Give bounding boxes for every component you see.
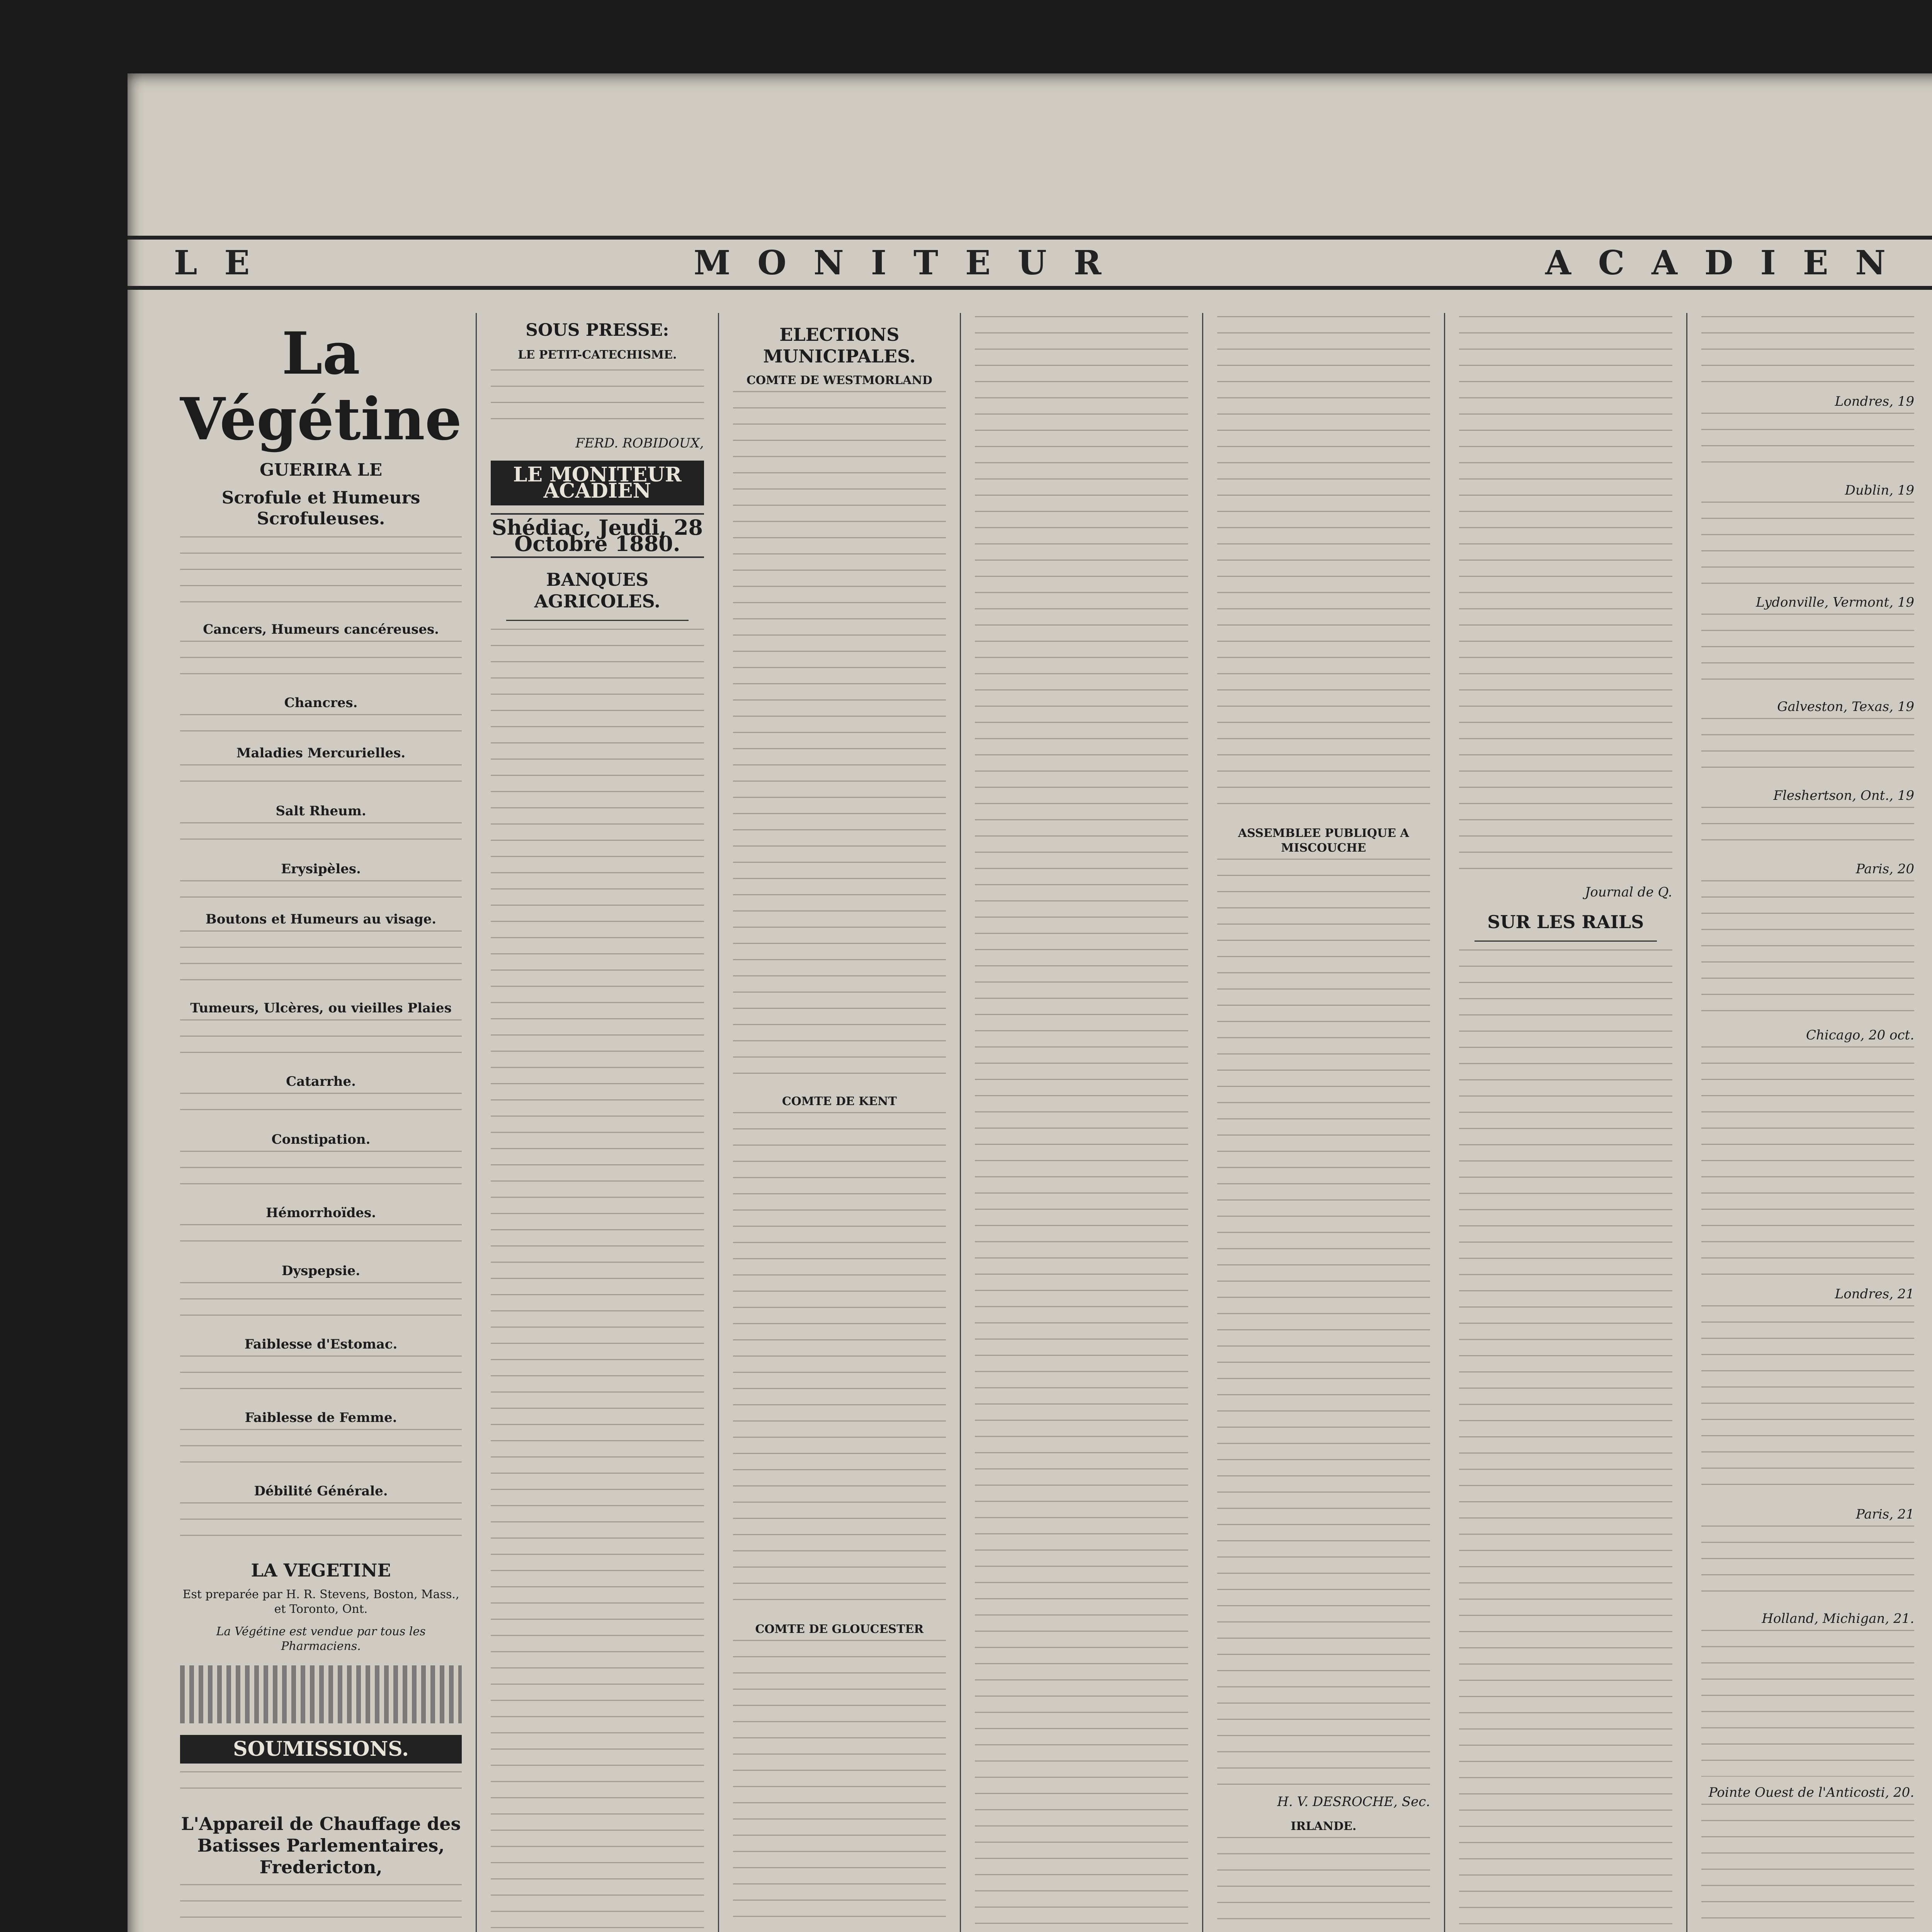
text-block	[180, 1282, 462, 1328]
dispatch-city: Holland, Michigan, 21.	[1762, 1611, 1915, 1626]
text-block	[1217, 1837, 1430, 1932]
dispatch-city: Paris, 21	[1855, 1507, 1915, 1522]
catechisme-title: LE PETIT-CATECHISME.	[518, 348, 677, 362]
text-block	[1701, 880, 1914, 1019]
vegetine-heading: Salt Rheum.	[276, 803, 366, 819]
text-block	[1701, 614, 1914, 691]
text-block	[1459, 949, 1672, 1932]
text-block	[491, 369, 704, 427]
vegetine-heading: Tumeurs, Ulcères, ou vieilles Plaies	[190, 1000, 452, 1016]
text-block	[180, 714, 462, 737]
vegetine-heading: Débilité Générale.	[254, 1483, 388, 1499]
vegetine-heading: Constipation.	[271, 1132, 371, 1147]
dispatch-city: Galveston, Texas, 19	[1777, 699, 1915, 714]
vegetine-heading: Catarrhe.	[286, 1074, 356, 1089]
text-block	[180, 536, 462, 614]
text-block	[1459, 316, 1672, 876]
text-block	[491, 629, 704, 1932]
masthead-center: MONITEUR	[694, 243, 1129, 282]
publisher-name: FERD. ROBIDOUX,	[575, 435, 704, 451]
westmorland-subtitle: COMTE DE WESTMORLAND	[746, 374, 932, 387]
vegetine-prepared: Est preparée par H. R. Stevens, Boston, Mass., et Toronto, Ont.	[182, 1588, 459, 1616]
text-block	[1701, 1630, 1914, 1777]
vegetine-heading: Maladies Mercurielles.	[236, 745, 406, 761]
column-3	[719, 313, 961, 1932]
text-block	[1701, 1046, 1914, 1278]
text-block	[180, 1429, 462, 1475]
dispatch-city: Chicago, 20 oct.	[1806, 1027, 1915, 1043]
text-block	[975, 316, 1188, 1932]
text-block	[1701, 1804, 1914, 1932]
column-4	[961, 313, 1203, 1932]
column-1	[166, 313, 477, 1932]
text-block	[180, 1093, 462, 1124]
text-block	[180, 822, 462, 853]
text-block	[1701, 413, 1914, 474]
column-7	[1687, 313, 1928, 1932]
text-block	[1701, 316, 1914, 386]
article-title-banques: BANQUES AGRICOLES.	[534, 569, 661, 612]
issue-dateline: Shédiac, Jeudi, 28 Octobre 1880.	[491, 513, 704, 558]
article-columns	[166, 313, 1928, 1932]
text-block	[180, 764, 462, 795]
text-block	[1701, 1526, 1914, 1603]
vegetine-title: La Végétine	[180, 320, 462, 453]
text-block	[180, 1502, 462, 1549]
text-block	[180, 1019, 462, 1066]
text-block	[1217, 316, 1430, 818]
kent-subtitle: COMTE DE KENT	[782, 1095, 897, 1108]
text-block	[180, 1771, 462, 1802]
text-block	[180, 1151, 462, 1197]
vegetine-heading: Faiblesse de Femme.	[245, 1410, 397, 1425]
dispatch-city: Dublin, 19	[1845, 483, 1915, 498]
text-block	[180, 930, 462, 992]
text-block	[733, 391, 946, 1087]
assemblee-signature: H. V. DESROCHE, Sec.	[1277, 1794, 1430, 1810]
text-block	[1701, 1305, 1914, 1498]
soumissions-heading: SOUMISSIONS.	[180, 1735, 462, 1764]
text-block	[1701, 718, 1914, 780]
column-6	[1445, 313, 1687, 1932]
dispatch-city: Londres, 21	[1835, 1286, 1915, 1302]
vegetine-tagline: Scrofule et Humeurs Scrofuleuses.	[221, 488, 420, 529]
text-block	[180, 880, 462, 903]
assemblee-subtitle: ASSEMBLEE PUBLIQUE A MISCOUCHE	[1238, 827, 1409, 855]
paper-banner: LE MONITEUR ACADIEN	[491, 461, 704, 505]
text-block	[1701, 807, 1914, 853]
text-block	[180, 641, 462, 687]
gloucester-subtitle: COMTE DE GLOUCESTER	[755, 1622, 924, 1636]
dispatch-city: Pointe Ouest de l'Anticosti, 20.	[1708, 1785, 1915, 1800]
vegetine-heading: Faiblesse d'Estomac.	[244, 1337, 398, 1352]
rails-title: SUR LES RAILS	[1487, 912, 1644, 932]
vegetine-heading: Chancres.	[284, 695, 358, 711]
dispatch-city: Fleshertson, Ont., 19	[1773, 788, 1915, 803]
column-2	[477, 313, 719, 1932]
irlande-subtitle: IRLANDE.	[1291, 1820, 1357, 1833]
text-block	[1217, 859, 1430, 1786]
text-block	[180, 1355, 462, 1402]
vegetine-sold: La Végétine est vendue par tous les Pharmaciens.	[216, 1625, 426, 1653]
soumissions-subheading: L'Appareil de Chauffage des Batisses Parlementaires, Fredericton,	[181, 1813, 461, 1878]
vegetine-subtitle: GUERIRA LE	[259, 460, 383, 480]
journal-signature: Journal de Q.	[1585, 884, 1672, 900]
text-block	[1701, 502, 1914, 587]
masthead-right: ACADIEN	[1545, 243, 1913, 282]
dispatch-city: Lydonville, Vermont, 19	[1756, 595, 1915, 610]
vegetine-heading: Hémorrhoïdes.	[266, 1205, 376, 1221]
text-block	[733, 1640, 946, 1932]
text-block	[180, 1224, 462, 1255]
text-block	[180, 1884, 462, 1932]
vegetine-heading: Boutons et Humeurs au visage.	[206, 912, 437, 927]
divider	[506, 620, 688, 621]
vegetine-heading: Dyspepsie.	[282, 1263, 361, 1279]
elections-title: ELECTIONS MUNICIPALES.	[763, 324, 916, 367]
dispatch-city: Londres, 19	[1835, 394, 1915, 409]
dispatch-city: Paris, 20	[1855, 861, 1915, 877]
vegetine-heading: Cancers, Humeurs cancéreuses.	[203, 622, 439, 637]
vegetine-heading: Erysipèles.	[281, 861, 361, 877]
column-5	[1203, 313, 1445, 1932]
masthead-left: LE	[174, 243, 277, 282]
divider	[1475, 940, 1656, 942]
newspaper-page	[128, 73, 1932, 1932]
ornament-border	[180, 1665, 462, 1723]
masthead	[128, 236, 1932, 290]
sous-presse-heading: SOUS PRESSE:	[526, 320, 669, 340]
text-block	[733, 1112, 946, 1614]
vegetine-footer-heading: LA VEGETINE	[251, 1560, 391, 1581]
